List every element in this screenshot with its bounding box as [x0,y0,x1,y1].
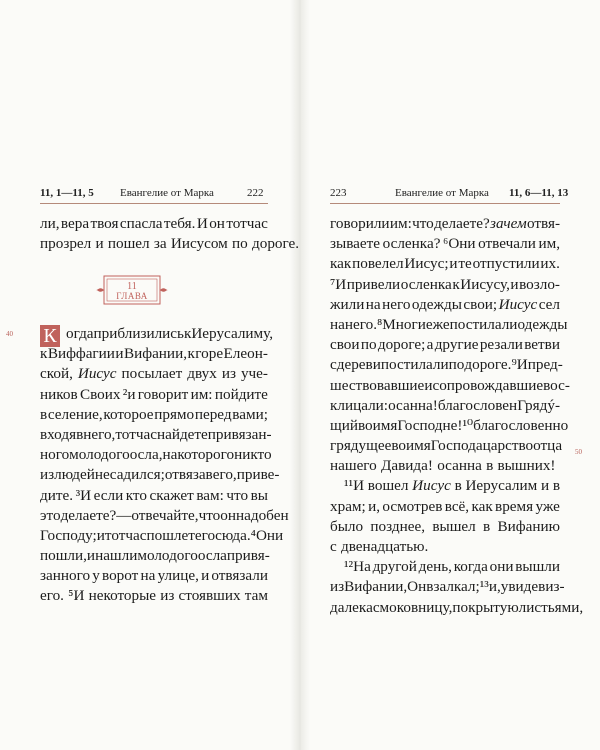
text-word: ³И [75,486,92,504]
text-line [40,344,268,364]
text-word: и [540,477,550,495]
text-word: и [510,275,519,293]
chapter-ornament [96,270,168,310]
text-word: по [360,336,377,354]
left-header-title: Евангелие от Марка [120,187,214,199]
text-word: благословен [437,396,518,414]
text-word: скажет [149,486,194,504]
text-word: и [201,567,210,585]
text-word: нашего [330,457,377,475]
text-word: и [96,526,105,544]
dropcap: К [40,325,60,347]
text-word: Иисусом [170,235,228,253]
text-word: занного [40,567,91,585]
text-word: ⁶Они [443,235,476,253]
text-line [40,445,272,465]
right-margin-number: 50 [575,448,582,456]
text-word: им, [538,235,560,253]
verse-reference: 11, 1—11, 5 [40,187,94,199]
text-line [40,385,268,405]
text-line [330,537,560,557]
text-word: зываете [330,235,381,253]
text-word: молодого [69,446,130,464]
text-word: им: [389,215,412,232]
text-word: время [495,497,534,515]
text-word: было [330,517,364,535]
left-top-text [40,214,300,254]
left-chapter-text [40,324,289,607]
text-line [330,557,560,577]
text-word: резали [479,336,523,354]
text-word: отвязав [164,466,213,484]
text-line [40,405,268,425]
text-word: на [330,315,345,333]
text-word: отвечайте, [131,506,199,524]
text-line [330,335,560,355]
text-word: из [40,466,55,484]
text-word: ¹⁰благословенно [462,416,569,434]
text-word: огда [66,325,94,342]
text-word: вера [60,215,90,232]
text-word: если [93,486,124,504]
text-word: вышли [515,558,560,576]
book-gutter [290,0,310,750]
text-word: же [432,315,450,333]
right-header-rule [330,203,560,204]
text-line [330,234,560,254]
text-word: смоковницу, [372,598,453,616]
text-word: нашли [95,547,138,565]
left-page-number: 222 [247,187,264,199]
text-word: грядущее [330,437,392,455]
text-word: всё, [444,497,470,515]
text-word: Иисус; [404,255,449,273]
text-word: к [183,325,192,342]
text-line [330,577,565,597]
text-word: по [448,356,465,374]
text-word: сюда. [215,526,251,544]
text-line [330,254,560,274]
text-word: вышел [432,517,476,535]
text-word: с [330,356,337,374]
text-word: шествовавшие [330,376,425,394]
text-line [330,355,563,375]
text-line [40,526,284,546]
text-word: листьями, [518,598,584,616]
text-word: отвя- [526,215,560,232]
text-word: отпустили [472,255,540,273]
text-word: осленка? [382,235,441,253]
text-word: Господне! [397,416,463,434]
text-line [40,566,268,586]
chapter-number: 11 [127,281,137,292]
text-word: в [483,517,491,535]
text-word: горе [195,345,224,363]
text-line [40,364,268,384]
text-word: из [330,578,345,596]
text-word: к [40,345,48,363]
text-word: селение, [47,405,103,423]
text-word: и [95,235,104,253]
text-line [330,275,560,295]
text-word: никто [234,446,272,464]
text-word: молодого [137,547,198,565]
text-word: ⁴Они [250,526,284,544]
text-word: него. [344,315,377,333]
text-word: дороге. [464,356,512,374]
text-word: к [452,275,460,293]
text-word: имя [372,416,398,434]
text-word: Давида! [381,457,433,475]
text-word: что [198,506,221,524]
text-word: на [162,446,178,464]
text-word: уче- [240,365,268,383]
text-word: им: [190,385,213,403]
text-word: ников [40,385,78,403]
text-word: одежды [411,295,462,313]
chapter-word: ГЛАВА [116,291,148,301]
text-word: Вифанию [497,517,560,535]
text-line [40,324,274,344]
text-word: двух [187,365,217,383]
text-word: улице, [157,567,199,585]
text-word: вами; [232,405,268,423]
text-word: Виффагии [47,345,115,363]
text-word: садился; [109,466,165,484]
text-word: на [140,567,156,585]
text-word: в [40,405,48,423]
text-line [40,506,289,526]
text-word: Вифании, [123,345,187,363]
text-word: ного [40,446,70,464]
text-word: там [244,587,268,605]
text-word: Он [407,578,427,596]
text-word: ²и [122,385,136,403]
text-word: отвязали [211,567,268,585]
left-margin-number: 40 [6,330,13,338]
text-word: привязан- [207,425,272,443]
text-word: Иисус [77,365,117,383]
text-word: делаете? [434,215,490,232]
text-word: привели [346,275,401,293]
text-word: приве- [236,466,280,484]
text-word: его. [40,587,64,605]
text-word: те [458,255,472,273]
text-word: тотчас [104,526,147,544]
text-word: ли, [40,215,60,232]
text-word: Вифании, [344,578,408,596]
text-word: вошел [367,477,409,495]
text-line [330,497,560,517]
text-word: Иисусу, [460,275,510,293]
text-word: на [365,295,381,313]
text-word: пойдите [214,385,268,403]
text-word: перед [194,405,232,423]
text-line [40,425,272,445]
text-word: повелел [352,255,404,273]
text-line [330,295,560,315]
text-word: далека [330,598,373,616]
text-word: осленка [400,275,452,293]
text-word: сел [538,295,560,313]
text-word: некоторые [88,587,157,605]
text-word: его, [212,466,237,484]
text-word: Иерусалиму, [191,325,274,342]
text-word: него, [83,425,116,443]
text-word: и [424,376,433,394]
text-word: надобен [235,506,289,524]
text-word: в [76,425,84,443]
text-word: с [330,538,337,555]
text-word: тебя. [163,215,196,232]
text-line [40,214,268,234]
text-word: твоя [90,215,119,232]
text-word: вос- [543,376,570,394]
text-word: ⁸Многие [377,315,433,333]
text-word: ской, [40,365,73,383]
text-word: двенадцатью. [341,538,429,555]
text-word: из [160,587,175,605]
text-word: постилали [449,315,518,333]
text-word: дороге. [252,235,300,253]
text-word: людей [54,466,95,484]
text-word: осмотрев [382,497,443,515]
text-word: а [426,336,434,354]
text-word: уже [535,497,560,515]
text-word: в [454,477,462,495]
text-word: тотчас [115,425,157,443]
text-line [330,476,560,496]
text-word: его [194,526,216,544]
text-word: ¹¹И [344,477,365,495]
text-word: Иерусалим [465,477,538,495]
text-line [330,456,560,476]
text-word: и [372,356,381,374]
text-word: ¹³и, [479,578,501,596]
text-word: дороге; [377,336,426,354]
text-word: свои; [463,295,498,313]
text-word: у [92,567,100,585]
text-word: он [220,506,236,524]
text-word: и [449,255,458,273]
text-word: увидев [500,578,546,596]
text-word: постилали [380,356,449,374]
text-line [330,315,568,335]
text-word: Грядý- [517,396,560,414]
text-word: дерев [336,356,373,374]
text-word: что [226,486,249,504]
text-word: они [489,558,514,576]
text-line [40,234,300,254]
text-line [330,517,560,537]
text-word: отвечали [478,235,536,253]
text-word: и, [368,497,381,515]
text-word: щий [330,416,358,434]
text-word: которое [103,405,154,423]
text-word: отца [533,437,563,455]
text-word: осла, [129,446,163,464]
text-word: привя- [226,547,270,565]
text-word: из- [545,578,565,596]
text-word: по [232,235,248,253]
text-word: свои [330,336,360,354]
text-word: прямо [154,405,195,423]
left-header-rule [40,203,268,204]
text-word: прозрел [40,235,92,253]
text-word: найдете [156,425,208,443]
text-word: их. [540,255,560,273]
text-word: позднее, [370,517,426,535]
text-word: царство [482,437,534,455]
text-word: спасла [119,215,163,232]
text-word: посылает [121,365,183,383]
text-word: в [486,457,494,475]
right-page-number: 223 [330,187,347,199]
text-line [40,465,280,485]
text-word: дите. [40,486,74,504]
text-word: клицали: [330,396,389,414]
text-line [330,214,560,234]
text-word: говорит [137,385,189,403]
text-word: входя [40,425,77,443]
text-line [330,376,570,396]
text-word: осанна! [388,396,438,414]
text-word: осла [197,547,227,565]
text-word: говорили [330,215,390,232]
text-word: к [187,345,195,363]
text-word: Иисус [412,477,451,495]
text-line [330,396,560,416]
verse-reference: 11, 6—11, 13 [509,187,569,199]
text-word: и [115,345,124,363]
text-word: ¹²На [344,558,371,576]
text-line [330,436,563,456]
text-word: пошлет [146,526,195,544]
text-word: ветви [524,336,560,354]
text-word: вышних! [497,457,556,475]
text-word: делаете?— [60,506,132,524]
text-word: одежды [517,315,568,333]
text-word: за [153,235,167,253]
text-word: покрытую [452,598,519,616]
text-word: что [412,215,434,232]
text-word: вы [250,486,268,504]
text-line [40,586,268,606]
text-word: Иисус [498,295,538,313]
text-word: он [209,215,225,232]
text-word: вам: [196,486,224,504]
text-word: Господа [430,437,483,455]
text-word: и [86,547,96,565]
text-word: храм; [330,497,366,515]
left-header-reference [40,187,94,199]
text-word: пред- [527,356,563,374]
text-word: в [552,477,560,495]
text-word: как [471,497,493,515]
text-word: взалкал; [426,578,480,596]
text-word: другие [434,336,479,354]
text-word: пошли, [40,547,87,565]
text-word: И [196,215,208,232]
text-word: жили [330,295,365,313]
text-word: когда [453,558,488,576]
text-word: осанна [437,457,482,475]
text-word: день, [418,558,452,576]
text-word: во [357,416,373,434]
right-header-title: Евангелие от Марка [395,187,489,199]
text-word: ⁵И [68,587,85,605]
text-word: Своих [79,385,121,403]
text-word: кто [125,486,147,504]
text-word: это [40,506,61,524]
text-word: возло- [519,275,560,293]
text-word: Елеон- [223,345,268,363]
text-line [330,416,569,436]
text-word: зачем [490,215,527,232]
text-word: во [391,437,406,455]
text-line [40,546,268,566]
text-word: как [330,255,352,273]
text-word: сопровождавшие [432,376,544,394]
text-word: стоявших [178,587,241,605]
text-word: не [94,466,110,484]
text-word: тотчас [226,215,268,232]
text-word: ⁷И [330,275,347,293]
text-word: другой [372,558,417,576]
text-word: него [382,295,411,313]
text-word: Господу; [40,526,97,544]
text-word: имя [405,437,431,455]
text-line [40,486,268,506]
text-word: пошел [107,235,150,253]
text-word: из [221,365,236,383]
text-word: ⁹И [511,356,528,374]
text-word: приблизились [93,325,184,342]
text-line [330,598,584,618]
text-word: которого [177,446,235,464]
right-header-reference [509,187,568,199]
text-word: ворот [102,567,139,585]
